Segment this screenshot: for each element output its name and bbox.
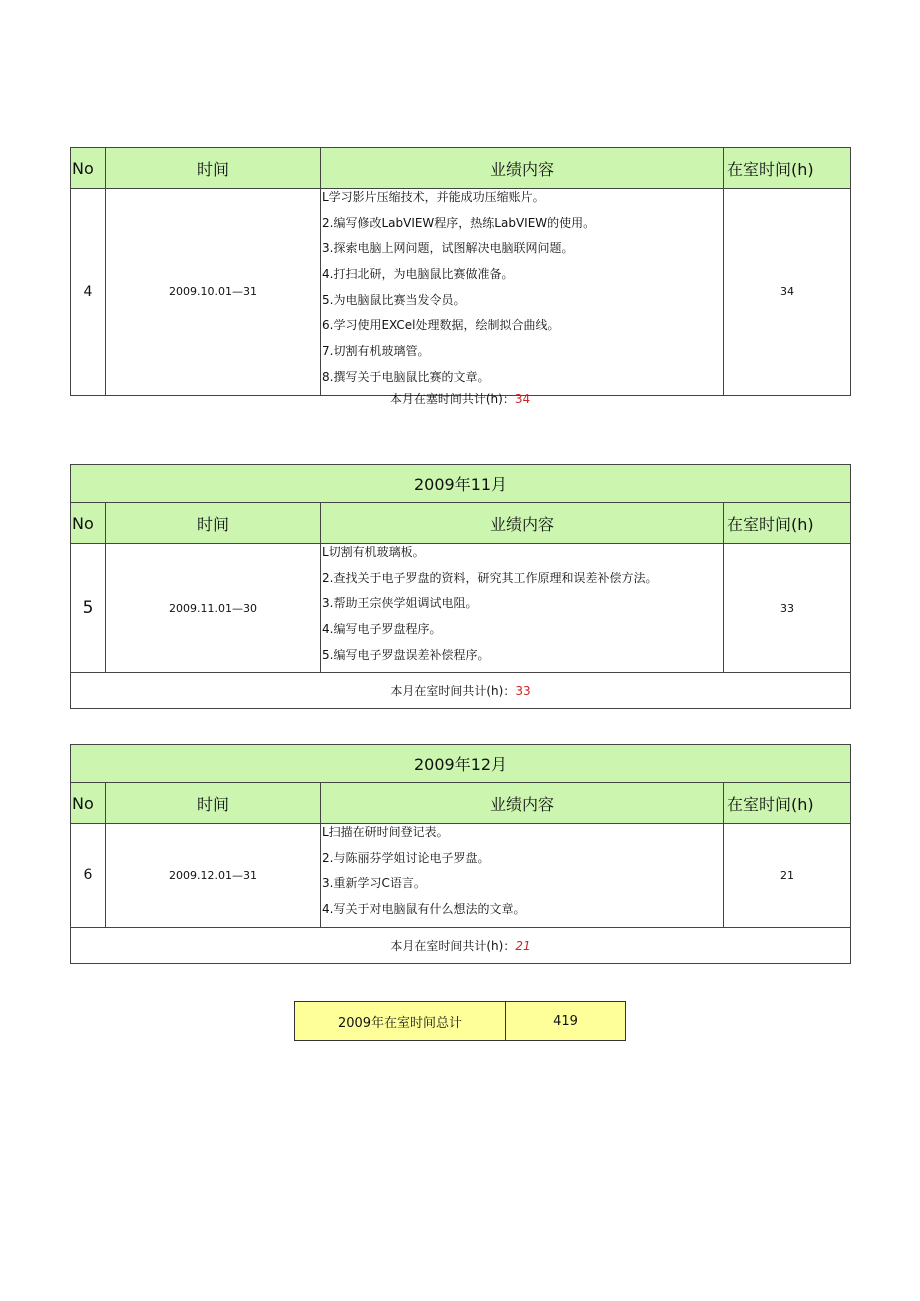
list-item: 3.帮助王宗侠学姐调试电阻。	[322, 596, 478, 611]
monthly-total-label: 本月在塞时间共计(h)：	[389, 392, 515, 406]
table-row	[71, 544, 851, 673]
section-november	[70, 464, 851, 709]
row-items	[321, 189, 724, 396]
list-item: L切割有机玻璃板。	[322, 545, 425, 559]
list-item: 4.写关于对电脑鼠有什么想法的文章。	[322, 902, 526, 917]
section-october	[70, 147, 851, 396]
header-no: No	[71, 148, 106, 189]
row-no: 6	[71, 824, 106, 928]
list-item: 5.为电脑鼠比赛当发令员。	[322, 292, 466, 307]
table-row	[71, 824, 851, 928]
list-item: 2.查找关于电子罗盘的资料，研究其工作原理和误差补偿方法。	[322, 570, 658, 585]
header-row	[71, 503, 851, 544]
header-hours: 在室时间(h)	[724, 148, 851, 189]
monthly-total	[70, 390, 850, 407]
list-item: 4.编写电子罗盘程序。	[322, 622, 442, 637]
month-title: 2009年12月	[71, 745, 851, 783]
header-hours: 在室时间(h)	[724, 503, 851, 544]
grand-total	[294, 1001, 626, 1041]
list-item: 3.重新学习C语言。	[322, 876, 426, 891]
monthly-total-value: 21	[515, 938, 531, 953]
header-row	[71, 148, 851, 189]
list-item: 7.切割有机玻璃管。	[322, 344, 430, 359]
row-hours: 33	[724, 544, 851, 673]
grand-total-label: 2009年在室时间总计	[295, 1002, 506, 1041]
header-no: No	[71, 783, 106, 824]
row-date: 2009.11.01—30	[106, 544, 321, 673]
row-items	[321, 824, 724, 928]
list-item: 6.学习使用EXCel处理数据，绘制拟合曲线。	[322, 318, 560, 333]
monthly-total-row	[71, 673, 851, 709]
list-item: L扫描在研时间登记表。	[322, 825, 449, 839]
monthly-total	[71, 673, 851, 709]
row-date: 2009.12.01—31	[106, 824, 321, 928]
row-no: 5	[71, 544, 106, 673]
list-item: L学习影片压缩技术，并能成功压缩账片。	[322, 190, 545, 204]
list-item: 2.与陈丽芬学姐讨论电子罗盘。	[322, 850, 490, 865]
monthly-total-label: 本月在室时间共计(h)：	[390, 938, 516, 953]
header-content: 业绩内容	[321, 503, 724, 544]
header-content: 业绩内容	[321, 148, 724, 189]
row-date: 2009.10.01—31	[106, 189, 321, 396]
monthly-total-value: 33	[515, 684, 531, 699]
header-content: 业绩内容	[321, 783, 724, 824]
header-row	[71, 783, 851, 824]
header-hours: 在室时间(h)	[724, 783, 851, 824]
month-title: 2009年11月	[71, 465, 851, 503]
header-time: 时间	[106, 148, 321, 189]
grand-total-value: 419	[506, 1002, 626, 1041]
table-row	[71, 189, 851, 396]
month-title-row	[71, 745, 851, 783]
header-no: No	[71, 503, 106, 544]
header-time: 时间	[106, 503, 321, 544]
monthly-total-value: 34	[514, 392, 531, 406]
list-item: 4.打扫北研，为电脑鼠比赛做准备。	[322, 267, 514, 282]
list-item: 5.编写电子罗盘误差补偿程序。	[322, 647, 490, 662]
monthly-total-row	[71, 927, 851, 963]
month-title-row	[71, 465, 851, 503]
list-item: 2.编写修改LabVIEW程序，热练LabVIEW的使用。	[322, 215, 596, 230]
row-items	[321, 544, 724, 673]
row-hours: 21	[724, 824, 851, 928]
monthly-total-label: 本月在室时间共计(h)：	[390, 684, 516, 699]
list-item: 8.撰写关于电脑鼠比赛的文章。	[322, 369, 490, 384]
header-time: 时间	[106, 783, 321, 824]
row-no: 4	[71, 189, 106, 396]
section-december	[70, 744, 851, 964]
list-item: 3.探索电脑上网问题，试图解决电脑联网问题。	[322, 241, 574, 256]
monthly-total	[71, 927, 851, 963]
row-hours: 34	[724, 189, 851, 396]
